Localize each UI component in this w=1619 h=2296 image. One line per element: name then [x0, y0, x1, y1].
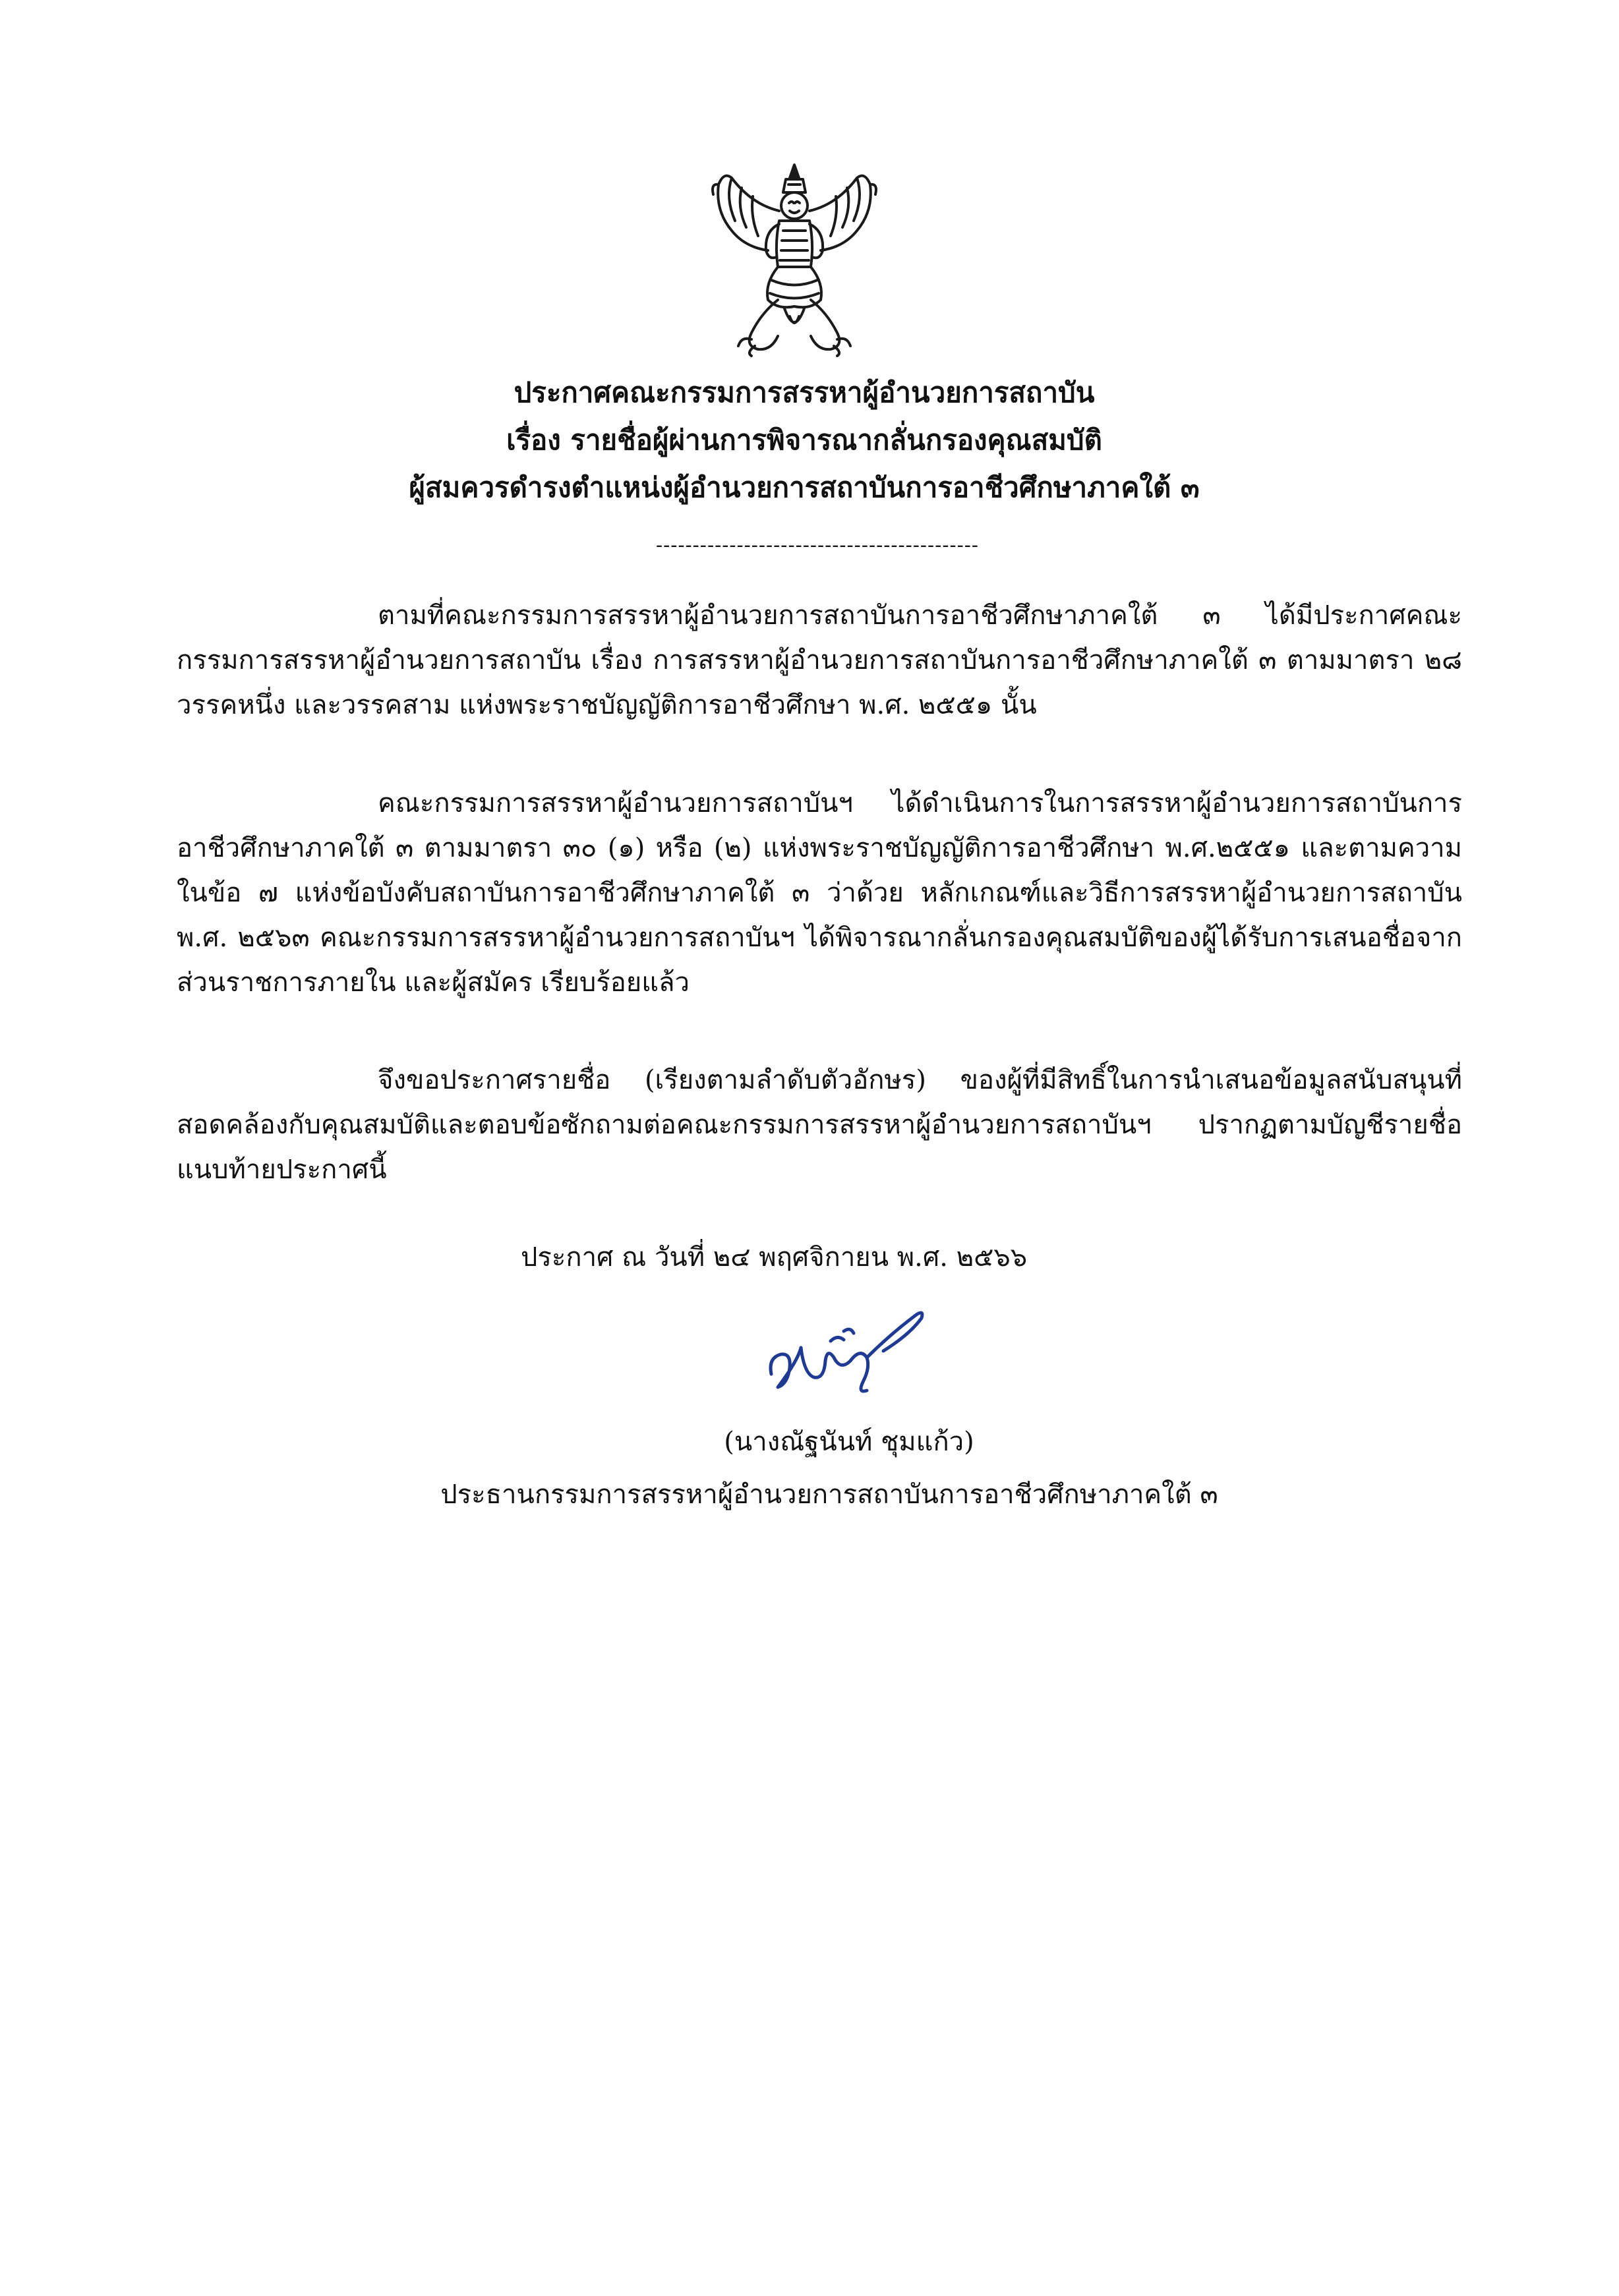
announcement-date: ประกาศ ณ วันที่ ๒๔ พฤศจิกายน พ.ศ. ๒๕๖๖: [521, 1242, 1028, 1273]
body-paragraph: คณะกรรมการสรรหาผู้อำนวยการสถาบันฯ ได้ดำเนินการในการสรรหาผู้อำนวยการสถาบันการอาชีวศึกษาภาคใต้ ๓ ตามมาตรา ๓๐ (๑) หรือ (๒) แห่งพระราชบัญญัติการอาชีวศึกษา พ.ศ.๒๕๕๑ และตามความในข้อ ๗ แห่งข้อบังคับสถาบันการอาชีวศึกษาภาคใต้ ๓ ว่าด้วย หลักเกณฑ์และวิธีการสรรหาผู้อำนวยการสถาบัน พ.ศ. ๒๕๖๓ คณะกรรมการสรรหาผู้อำนวยการสถาบันฯ ได้พิจารณากลั่นกรองคุณสมบัติของผู้ได้รับการเสนอชื่อจากส่วนราชการภายใน และผู้สมัคร เรียบร้อยแล้ว: [177, 788, 1462, 998]
title-line-3: ผู้สมควรดำรงตำแหน่งผู้อำนวยการสถาบันการอาชีวศึกษาภาคใต้ ๓: [409, 471, 1200, 503]
body-paragraph-1-block: [177, 593, 1462, 762]
body-paragraph: จึงขอประกาศรายชื่อ (เรียงตามลำดับตัวอักษร) ของผู้ที่มีสิทธิ์ในการนำเสนอข้อมูลสนับสนุนที่สอดคล้องกับคุณสมบัติและตอบข้อซักถามต่อคณะกรรมการสรรหาผู้อำนวยการสถาบันฯ ปรากฏตามบัญชีรายชื่อแนบท้ายประกาศนี้: [177, 1065, 1462, 1185]
title-line-1: ประกาศคณะกรรมการสรรหาผู้อำนวยการสถาบัน: [514, 376, 1095, 409]
signer-title: ประธานกรรมการสรรหาผู้อำนวยการสถาบันการอาชีวศึกษาภาคใต้ ๓: [440, 1479, 1218, 1510]
garuda-emblem-icon: [705, 158, 883, 362]
title-divider: --------------------------------------------: [655, 534, 979, 557]
signer-name: (นางณัฐนันท์ ชุมแก้ว): [724, 1427, 974, 1457]
handwritten-signature: [751, 1295, 936, 1407]
body-paragraph: ตามที่คณะกรรมการสรรหาผู้อำนวยการสถาบันการอาชีวศึกษาภาคใต้ ๓ ได้มีประกาศคณะกรรมการสรรหาผู้อำนวยการสถาบัน เรื่อง การสรรหาผู้อำนวยการสถาบันการอาชีวศึกษาภาคใต้ ๓ ตามมาตรา ๒๘ วรรคหนึ่ง และวรรคสาม แห่งพระราชบัญญัติการอาชีวศึกษา พ.ศ. ๒๕๕๑ นั้น: [177, 600, 1462, 720]
body-paragraph-3-block: [177, 1058, 1462, 1226]
body-paragraph-2-block: [177, 781, 1462, 1039]
title-line-2: เรื่อง รายชื่อผู้ผ่านการพิจารณากลั่นกรองคุณสมบัติ: [506, 424, 1102, 456]
announcement-title: [198, 369, 1411, 511]
